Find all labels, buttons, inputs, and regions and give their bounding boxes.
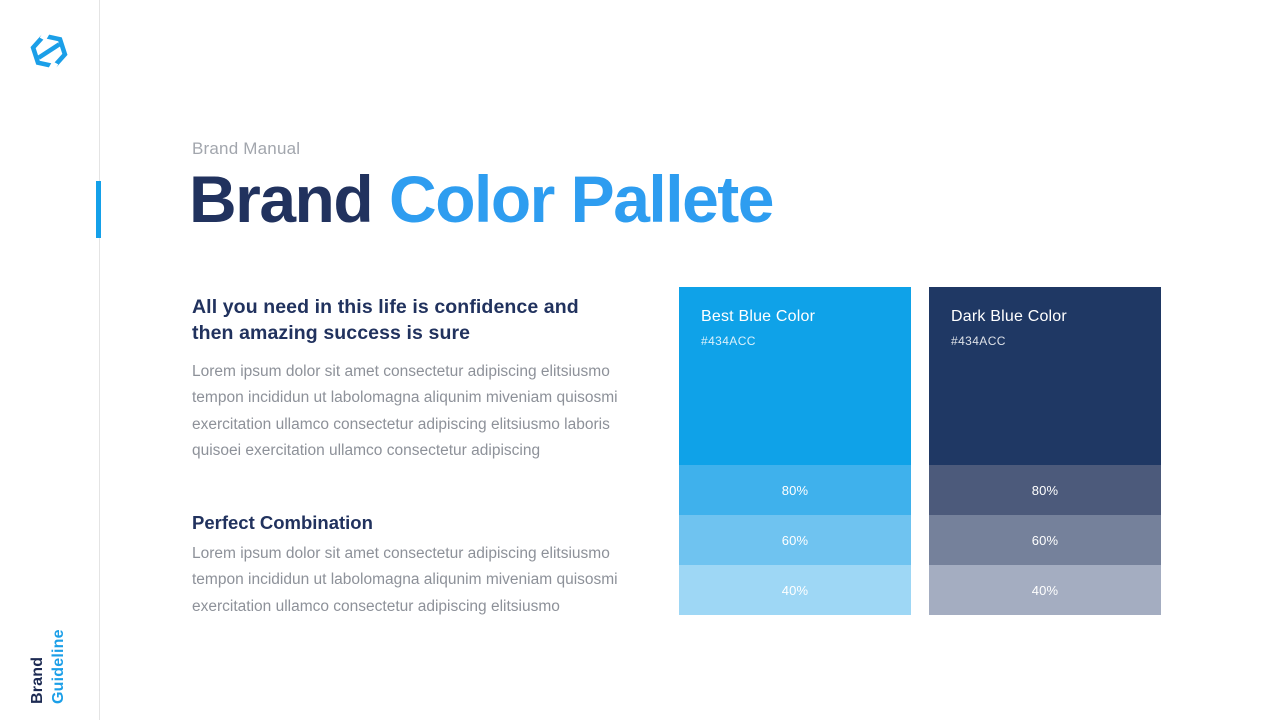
perfect-combination-heading: Perfect Combination <box>192 512 373 533</box>
footer-line-guideline: Guideline <box>50 629 67 704</box>
tint-label: 60% <box>1031 532 1059 548</box>
tint-row-80 <box>929 465 1161 515</box>
intro-heading <box>192 294 579 346</box>
color-card-best-blue <box>679 287 911 615</box>
body-line: tempon incididun ut labolomagna aliqunim miveniam quisosmi <box>192 389 618 407</box>
color-palette-cards <box>679 287 1161 615</box>
color-swatch-main <box>929 287 1161 465</box>
footer-line-brand: Brand <box>29 656 46 704</box>
color-card-title: Best Blue Color <box>701 308 816 325</box>
body-line: Lorem ipsum dolor sit amet consectetur adipiscing elitsiusmo <box>192 545 610 562</box>
intro-body-text <box>192 359 618 465</box>
color-swatch-main <box>679 287 911 465</box>
intro-heading-line: then amazing success is sure <box>192 322 471 344</box>
tint-row-40 <box>679 565 911 615</box>
intro-heading-line: All you need in this life is confidence and <box>192 296 579 318</box>
tint-row-40 <box>929 565 1161 615</box>
combination-body-text <box>192 541 618 620</box>
body-line: Lorem ipsum dolor sit amet consectetur adipiscing elitsiusmo <box>192 363 610 380</box>
company-logo-icon <box>29 31 69 71</box>
color-card-dark-blue <box>929 287 1161 615</box>
tint-label: 80% <box>1031 482 1059 498</box>
tint-row-60 <box>929 515 1161 565</box>
tint-label: 80% <box>781 482 809 498</box>
page-title-part-blue: Color Pallete <box>389 162 773 236</box>
body-line: tempon incididun ut labolomagna aliqunim miveniam quisosmi <box>192 571 618 589</box>
color-card-hex: #434ACC <box>701 334 756 348</box>
eyebrow-label: Brand Manual <box>192 139 301 158</box>
tint-row-60 <box>679 515 911 565</box>
color-card-hex: #434ACC <box>951 334 1006 348</box>
body-line: quisoei exercitation ullamco consectetur adipiscing <box>192 442 541 460</box>
footer-vertical-label <box>27 629 69 704</box>
page-title <box>189 162 773 236</box>
tint-label: 40% <box>1031 582 1059 598</box>
body-line: exercitation ullamco consectetur adipiscing elitsiusmo laboris <box>192 415 610 433</box>
vertical-divider <box>99 0 100 720</box>
tint-row-80 <box>679 465 911 515</box>
body-line: exercitation ullamco consectetur adipiscing elitsiusmo <box>192 597 560 615</box>
accent-bar <box>96 181 101 238</box>
color-card-title: Dark Blue Color <box>951 308 1067 325</box>
page-title-part-dark: Brand <box>189 162 390 236</box>
tint-label: 40% <box>781 582 809 598</box>
tint-label: 60% <box>781 532 809 548</box>
